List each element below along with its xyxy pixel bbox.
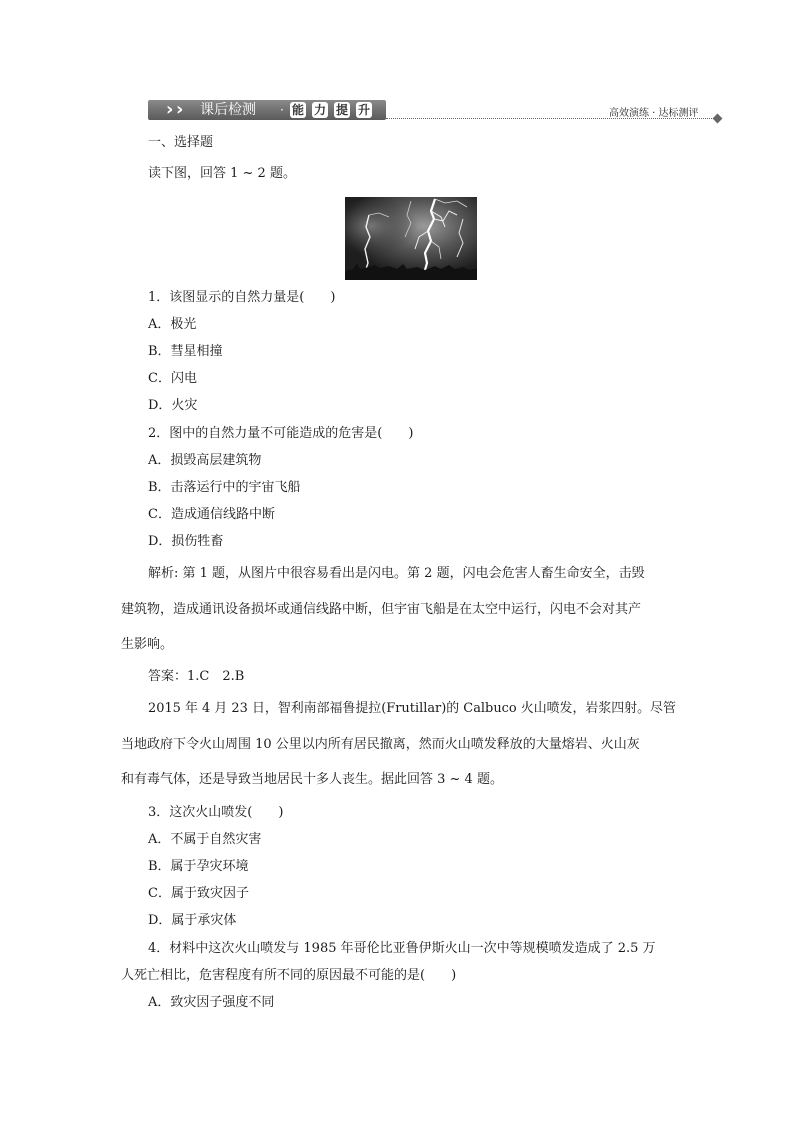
lightning-image bbox=[345, 197, 477, 280]
banner-char: 升 bbox=[357, 103, 370, 117]
analysis-line-3: 生影响。 bbox=[121, 637, 174, 652]
banner-char: 提 bbox=[335, 103, 348, 117]
analysis-line-2: 建筑物，造成通讯设备损坏或通信线路中断，但宇宙飞船是在太空中运行，闪电不会对其产 bbox=[121, 602, 642, 617]
banner-subtitle: 高效演练 · 达标测评 bbox=[609, 108, 699, 119]
passage-line-1: 2015 年 4 月 23 日，智利南部福鲁提拉(Frutillar)的 Calbuco 火山喷发，岩浆四射。尽管 bbox=[148, 701, 676, 716]
lightning-photo bbox=[345, 197, 477, 280]
q3-option-c: C．属于致灾因子 bbox=[148, 886, 249, 901]
q2-option-c: C．造成通信线路中断 bbox=[148, 507, 275, 522]
q3-option-b: B．属于孕灾环境 bbox=[148, 859, 249, 874]
passage-line-2: 当地政府下令火山周围 10 公里以内所有居民撤离，然而火山喷发释放的大量熔岩、火山灰 bbox=[121, 737, 640, 752]
chevron-right-icon: › bbox=[166, 99, 174, 120]
chevron-right-icon: › bbox=[176, 99, 184, 120]
q3-option-a: A．不属于自然灾害 bbox=[148, 832, 262, 847]
intro-text: 读下图，回答 1 ~ 2 题。 bbox=[148, 166, 296, 181]
question-4-stem-line-2: 人死亡相比，危害程度有所不同的原因最不可能的是( ) bbox=[121, 968, 457, 983]
banner-title: 课后检测 bbox=[200, 102, 256, 118]
analysis-line-1: 解析: 第 1 题，从图片中很容易看出是闪电。第 2 题，闪电会危害人畜生命安全，击毁 bbox=[148, 566, 645, 581]
q2-option-a: A．损毁高层建筑物 bbox=[148, 453, 262, 468]
q1-option-c: C．闪电 bbox=[148, 371, 197, 386]
banner-char: 能 bbox=[291, 103, 304, 117]
question-1-stem: 1．该图显示的自然力量是( ) bbox=[148, 290, 336, 305]
q1-option-b: B．彗星相撞 bbox=[148, 344, 223, 359]
q2-option-d: D．损伤牲畜 bbox=[148, 534, 224, 549]
question-3-stem: 3．这次火山喷发( ) bbox=[148, 805, 284, 820]
q1-option-a: A．极光 bbox=[148, 317, 197, 332]
question-2-stem: 2．图中的自然力量不可能造成的危害是( ) bbox=[148, 426, 414, 441]
q4-option-a: A．致灾因子强度不同 bbox=[148, 995, 275, 1010]
answer-text: 答案：1.C 2.B bbox=[148, 669, 245, 684]
banner-dot: · bbox=[280, 103, 284, 117]
section-heading: 一、选择题 bbox=[148, 135, 214, 150]
section-banner bbox=[148, 98, 728, 124]
q1-option-d: D．火灾 bbox=[148, 398, 198, 413]
q3-option-d: D．属于承灾体 bbox=[148, 913, 237, 928]
banner-char: 力 bbox=[313, 103, 326, 117]
question-4-stem-line-1: 4．材料中这次火山喷发与 1985 年哥伦比亚鲁伊斯火山一次中等规模喷发造成了 2.5 万 bbox=[148, 941, 656, 956]
banner-box bbox=[148, 100, 386, 120]
diamond-icon bbox=[713, 114, 723, 124]
q2-option-b: B．击落运行中的宇宙飞船 bbox=[148, 480, 301, 495]
passage-line-3: 和有毒气体，还是导致当地居民十多人丧生。据此回答 3 ~ 4 题。 bbox=[121, 772, 503, 787]
